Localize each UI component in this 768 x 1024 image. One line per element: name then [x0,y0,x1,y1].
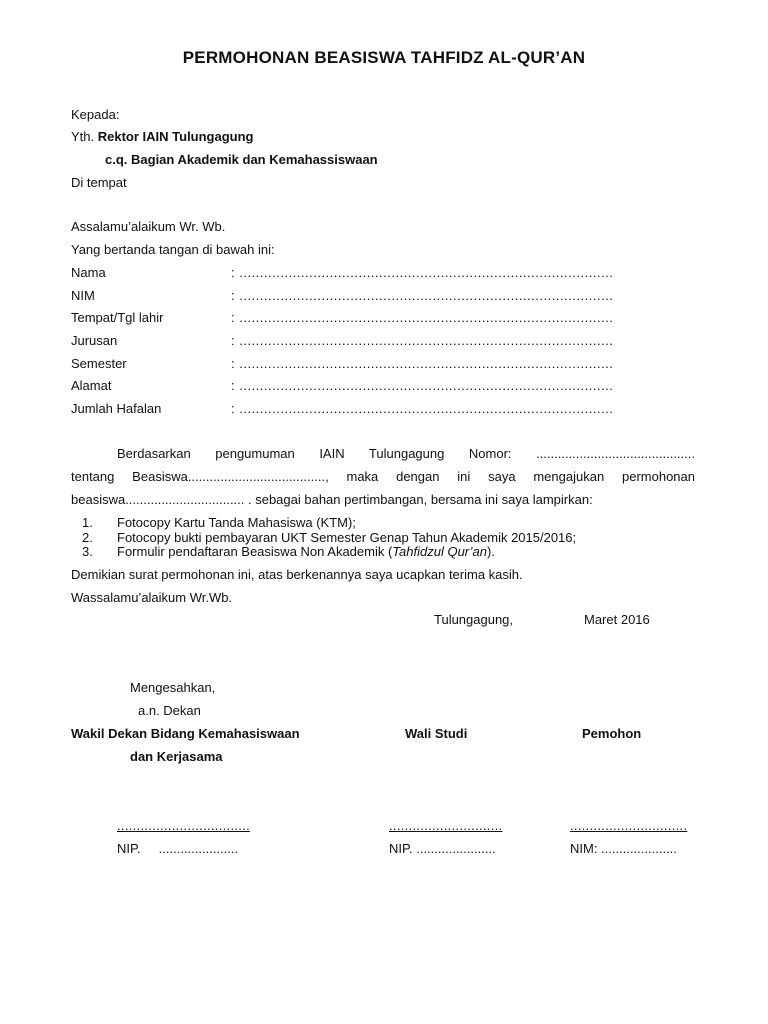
body-line-2: tentang Beasiswa......................................, maka dengan ini saya mengajukan permohonan [71,469,695,484]
signature-line-wakil: .................................. [117,818,251,833]
attachment-number: 2. [82,530,93,545]
attachment-text-before: Formulir pendaftaran Beasiswa Non Akademik ( [117,544,393,559]
place-date: Maret 2016 [584,612,650,627]
body-line-3: beasiswa................................. . sebagai bahan pertimbangan, bersama ini saya lampirkan: [71,492,593,507]
field-label-jurusan: Jurusan [71,333,118,348]
attachment-text-after: ). [486,544,495,559]
recipient-place: Di tempat [71,175,127,190]
nim-pemohon: NIM: ..................... [570,841,677,856]
recipient-yth [71,129,254,144]
field-label-semester: Semester [71,356,127,371]
recipient-kepada: Kepada: [71,107,120,122]
place-city: Tulungagung, [434,612,514,627]
field-value-alamat: : ........................................................................................... [231,378,614,393]
wakil-dekan-title: Wakil Dekan Bidang Kemahasiswaan [71,726,300,741]
body-line-1: Berdasarkan pengumuman IAIN Tulungagung Nomor: ............................................ [117,446,695,461]
an-dekan-label: a.n. Dekan [138,703,201,718]
greeting: Assalamu’alaikum Wr. Wb. [71,219,226,234]
intro-text: Yang bertanda tangan di bawah ini: [71,242,275,257]
recipient-yth-prefix: Yth. [71,129,98,144]
field-value-nama: : ........................................................................................... [231,265,614,280]
wali-studi-title: Wali Studi [405,726,468,741]
closing-salam: Wassalamu’alaikum Wr.Wb. [71,590,233,605]
field-label-tempat-tgl-lahir: Tempat/Tgl lahir [71,310,164,325]
recipient-name: Rektor IAIN Tulungagung [97,129,254,144]
attachment-item: Fotocopy Kartu Tanda Mahasiswa (KTM); [117,515,356,530]
field-value-nim: : ........................................................................................... [231,288,614,303]
field-value-semester: : ........................................................................................... [231,356,614,371]
nip-wali: NIP. ...................... [389,841,496,856]
attachment-number: 3. [82,544,93,559]
nip-wakil: NIP. ...................... [117,841,239,856]
attachment-item [117,544,495,559]
signature-line-pemohon: .............................. [570,818,688,833]
field-value-tempat-tgl-lahir: : ........................................................................................... [231,310,614,325]
signature-line-wali: ............................. [389,818,503,833]
closing-text: Demikian surat permohonan ini, atas berkenannya saya ucapkan terima kasih. [71,567,523,582]
field-label-alamat: Alamat [71,378,112,393]
attachment-item: Fotocopy bukti pembayaran UKT Semester Genap Tahun Akademik 2015/2016; [117,530,577,545]
attachment-text-italic: Tahfidzul Qur’an [392,544,487,559]
field-label-nim: NIM [71,288,95,303]
field-value-jurusan: : ........................................................................................... [231,333,614,348]
pemohon-title: Pemohon [582,726,642,741]
field-value-jumlah-hafalan: : ........................................................................................... [231,401,614,416]
field-label-jumlah-hafalan: Jumlah Hafalan [71,401,162,416]
attachment-number: 1. [82,515,93,530]
wakil-dekan-title-line2: dan Kerjasama [130,749,223,764]
document-title: PERMOHONAN BEASISWA TAHFIDZ AL-QUR’AN [182,48,586,67]
mengesahkan-label: Mengesahkan, [130,680,216,695]
field-label-nama: Nama [71,265,106,280]
recipient-cq: c.q. Bagian Akademik dan Kemahassiswaan [105,152,378,167]
